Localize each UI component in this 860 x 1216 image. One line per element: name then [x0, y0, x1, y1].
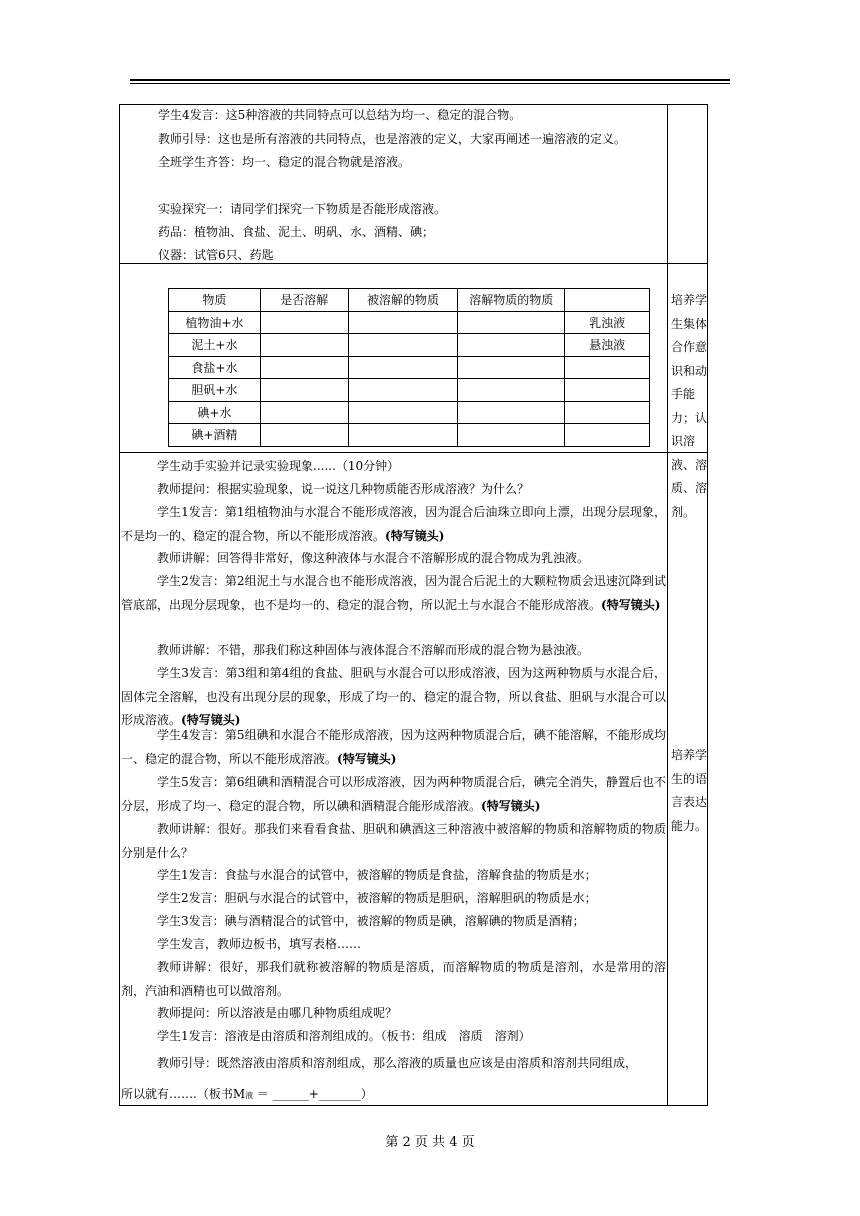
- table-cell: [348, 356, 458, 379]
- table-cell: [260, 311, 348, 334]
- table-cell: [260, 401, 348, 424]
- side-note-language: 培养学生的语言表达能力。: [671, 748, 708, 833]
- paragraph: [121, 662, 666, 733]
- table-cell: 食盐+水: [169, 356, 261, 379]
- table-cell: 碘+水: [169, 401, 261, 424]
- paragraph: 学生3发言：碘与酒精混合的试管中，被溶解的物质是碘，溶解碘的物质是酒精；: [157, 914, 585, 928]
- closeup-note: (特写镜头): [481, 798, 541, 813]
- header-cell: 被溶解的物质: [348, 289, 458, 312]
- table-cell: [458, 379, 565, 402]
- header-rule-thin: [130, 83, 730, 84]
- table-cell: [348, 401, 458, 424]
- formula-subscript: 液: [245, 1091, 254, 1100]
- closeup-note: (特写镜头): [601, 597, 661, 612]
- table-cell: [260, 356, 348, 379]
- table-row: [169, 424, 650, 447]
- table-cell: [348, 311, 458, 334]
- table-cell: [458, 401, 565, 424]
- paragraph: 教师讲解：很好。那我们来看看食盐、胆矾和碘酒这三种溶液中被溶解的物质和溶解物质的物质分别是什么？: [121, 822, 666, 860]
- table-cell: 碘+酒精: [169, 424, 261, 447]
- table-cell: [260, 334, 348, 357]
- table-cell: [565, 401, 650, 424]
- row-divider-2: [119, 452, 708, 453]
- paragraph-text: 学生1发言：第1组植物油与水混合不能形成溶液，因为混合后油珠立即向上漂，出现分层现象，不是均一的、稳定的混合物，所以不能形成溶液。: [121, 505, 666, 543]
- paragraph: [121, 724, 666, 771]
- top-line-6: 仪器：试管6只、药匙: [158, 248, 274, 262]
- table-row: [169, 311, 650, 334]
- paragraph: [121, 570, 666, 617]
- table-cell: 悬浊液: [565, 334, 650, 357]
- top-line-2: 教师引导：这也是所有溶液的共同特点，也是溶液的定义，大家再阐述一遍溶液的定义。: [158, 132, 627, 146]
- paragraph: 教师引导：既然溶液由溶质和溶剂组成，那么溶液的质量也应该是由溶质和溶剂共同组成，: [157, 1056, 638, 1070]
- side-note-collaboration: 培养学生集体合作意识和动手能力；认识溶液、溶质、溶剂。: [671, 293, 708, 519]
- table-cell: [458, 356, 565, 379]
- formula-text: 所以就有…….（板书M: [121, 1087, 246, 1101]
- header-rule-thick: [130, 79, 730, 81]
- table-cell: [260, 424, 348, 447]
- table-header-row: [169, 289, 650, 312]
- table-row: [169, 379, 650, 402]
- paragraph: 学生1发言：食盐与水混合的试管中，被溶解的物质是食盐，溶解食盐的物质是水；: [157, 868, 597, 882]
- table-row: [169, 356, 650, 379]
- paragraph: 教师提问：所以溶液是由哪几种物质组成呢？: [157, 1006, 398, 1020]
- table-cell: [458, 424, 565, 447]
- closeup-note: (特写镜头): [337, 751, 397, 766]
- paragraph-formula: [121, 1083, 666, 1108]
- paragraph: 教师讲解：回答得非常好，像这种液体与水混合不溶解形成的混合物成为乳浊液。: [157, 551, 590, 565]
- table-cell: 胆矾+水: [169, 379, 261, 402]
- paragraph-text: 学生3发言：第3组和第4组的食盐、胆矾与水混合可以形成溶液，因为这两种物质与水混合后，固体完全溶解，也没有出现分层的现象，形成了均一的、稳定的混合物，所以食盐、胆矾与水混合可以形成溶液。: [121, 666, 666, 727]
- table-cell: [348, 334, 458, 357]
- top-line-1: 学生4发言：这5种溶液的共同特点可以总结为均一、稳定的混合物。: [158, 108, 522, 122]
- top-line-4: 实验探究一：请同学们探究一下物质是否能形成溶液。: [158, 202, 447, 216]
- table-cell: [458, 311, 565, 334]
- table-cell: [348, 379, 458, 402]
- table-cell: [348, 424, 458, 447]
- table-cell: 植物油+水: [169, 311, 261, 334]
- paragraph: 学生发言，教师边板书，填写表格……: [157, 937, 362, 951]
- page-number: 第 2 页 共 4 页: [385, 1135, 475, 1150]
- paragraph: 学生动手实验并记录实验现象......（10分钟）: [157, 459, 400, 473]
- paragraph: [121, 771, 666, 818]
- top-line-5: 药品：植物油、食盐、泥土、明矾、水、酒精、碘；: [158, 225, 435, 239]
- table-row: [169, 401, 650, 424]
- experiment-table: [168, 288, 650, 447]
- header-cell: [565, 289, 650, 312]
- row-divider-1: [119, 263, 708, 264]
- table-cell: [565, 356, 650, 379]
- paragraph-text: 学生4发言：第5组碘和水混合不能形成溶液，因为这两种物质混合后，碘不能溶解，不能形成均一、稳定的混合物，所以不能形成溶液。: [121, 728, 666, 766]
- table-cell: 乳浊液: [565, 311, 650, 334]
- paragraph: 教师讲解：很好，那我们就称被溶解的物质是溶质，而溶解物质的物质是溶剂，水是常用的溶剂，汽油和酒精也可以做溶剂。: [121, 960, 666, 998]
- closeup-note: (特写镜头): [385, 528, 445, 543]
- header-cell: 物质: [169, 289, 261, 312]
- table-row: [169, 334, 650, 357]
- table-cell: [260, 379, 348, 402]
- header-cell: 是否溶解: [260, 289, 348, 312]
- paragraph-text: 学生5发言：第6组碘和酒精混合可以形成溶液，因为两种物质混合后，碘完全消失，静置后也不分层，形成了均一、稳定的混合物，所以碘和酒精混合能形成溶液。: [121, 775, 666, 813]
- paragraph: 教师讲解：不错，那我们称这种固体与液体混合不溶解而形成的混合物为悬浊液。: [157, 643, 590, 657]
- header-cell: 溶解物质的物质: [458, 289, 565, 312]
- paragraph-text: 学生2发言：第2组泥土与水混合也不能形成溶液，因为混合后泥土的大颗粒物质会迅速沉降到试管底部，出现分层现象，也不是均一的、稳定的混合物，所以泥土与水混合不能形成溶液。: [121, 574, 666, 612]
- column-divider: [667, 104, 668, 1106]
- paragraph: 学生1发言：溶液是由溶质和溶剂组成的。（板书：组成 溶质 溶剂）: [157, 1029, 531, 1043]
- top-line-3: 全班学生齐答：均一、稳定的混合物就是溶液。: [158, 155, 411, 169]
- table-cell: [565, 379, 650, 402]
- table-cell: [458, 334, 565, 357]
- closeup-note: (特写镜头): [181, 713, 241, 727]
- paragraph: 学生2发言：胆矾与水混合的试管中，被溶解的物质是胆矾，溶解胆矾的物质是水；: [157, 891, 597, 905]
- table-cell: [565, 424, 650, 447]
- table-cell: 泥土+水: [169, 334, 261, 357]
- paragraph: [121, 501, 666, 548]
- formula-blanks: ＝ ______+_______）: [253, 1087, 373, 1101]
- paragraph: 教师提问：根据实验现象，说一说这几种物质能否形成溶液？为什么？: [157, 482, 530, 496]
